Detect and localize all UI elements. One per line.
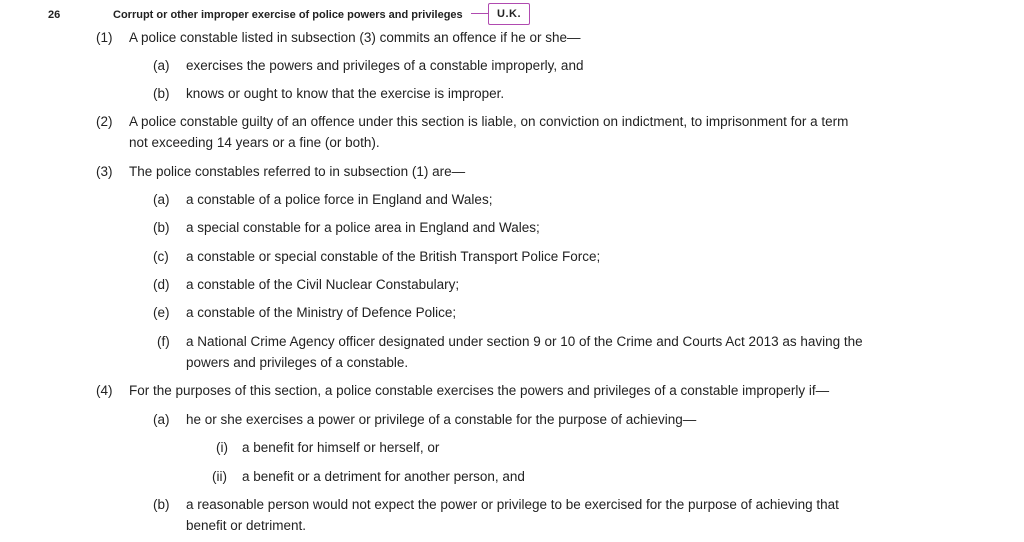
paragraph-text: a reasonable person would not expect the power or privilege to be exercised for the purpose of achieving that benefit or detriment. [186,497,839,533]
paragraph-number: (e) [153,305,170,320]
subsection-number: (3) [96,164,113,179]
extent-connector [471,13,488,14]
subsection-number: (4) [96,383,113,398]
subsection-text: A police constable listed in subsection (3) commits an offence if he or she— [129,30,581,45]
paragraph-number: (a) [153,192,170,207]
subparagraph-text: a benefit or a detriment for another person, and [242,469,525,484]
paragraph-number: (c) [153,249,169,264]
paragraph-text: a National Crime Agency officer designated under section 9 or 10 of the Crime and Courts Act 2013 as having the powers and privileges of a constable. [186,334,863,370]
paragraph-text: knows or ought to know that the exercise is improper. [186,86,505,101]
paragraph-number: (d) [153,277,170,292]
paragraph-text: exercises the powers and privileges of a constable improperly, and [186,58,584,73]
section-title: Corrupt or other improper exercise of police powers and privileges [113,9,463,21]
subparagraph-number: (ii) [212,469,227,484]
subsection-text: A police constable guilty of an offence under this section is liable, on conviction on indictment, to imprisonment for a term not exceeding 14 years or a fine (or both). [129,114,849,150]
paragraph-text: a constable or special constable of the British Transport Police Force; [186,249,601,264]
paragraph-text: a special constable for a police area in England and Wales; [186,220,540,235]
subsection-text: The police constables referred to in subsection (1) are— [129,164,466,179]
paragraph-text: a constable of a police force in England and Wales; [186,192,493,207]
subsection-text: For the purposes of this section, a police constable exercises the powers and privileges of a constable improperly if— [129,383,830,398]
extent-badge[interactable]: U.K. [488,3,530,25]
subparagraph-text: a benefit for himself or herself, or [242,440,440,455]
paragraph-text: he or she exercises a power or privilege of a constable for the purpose of achieving— [186,412,697,427]
paragraph-text: a constable of the Civil Nuclear Constabulary; [186,277,460,292]
section-header [0,3,1024,27]
subparagraph-number: (i) [216,440,228,455]
paragraph-number: (b) [153,497,170,512]
paragraph-number: (b) [153,220,170,235]
paragraph-number: (a) [153,412,170,427]
paragraph-number: (b) [153,86,170,101]
section-number: 26 [48,9,61,21]
paragraph-number: (f) [157,334,170,349]
subsection-number: (1) [96,30,113,45]
subsection-number: (2) [96,114,113,129]
paragraph-text: a constable of the Ministry of Defence Police; [186,305,457,320]
paragraph-number: (a) [153,58,170,73]
